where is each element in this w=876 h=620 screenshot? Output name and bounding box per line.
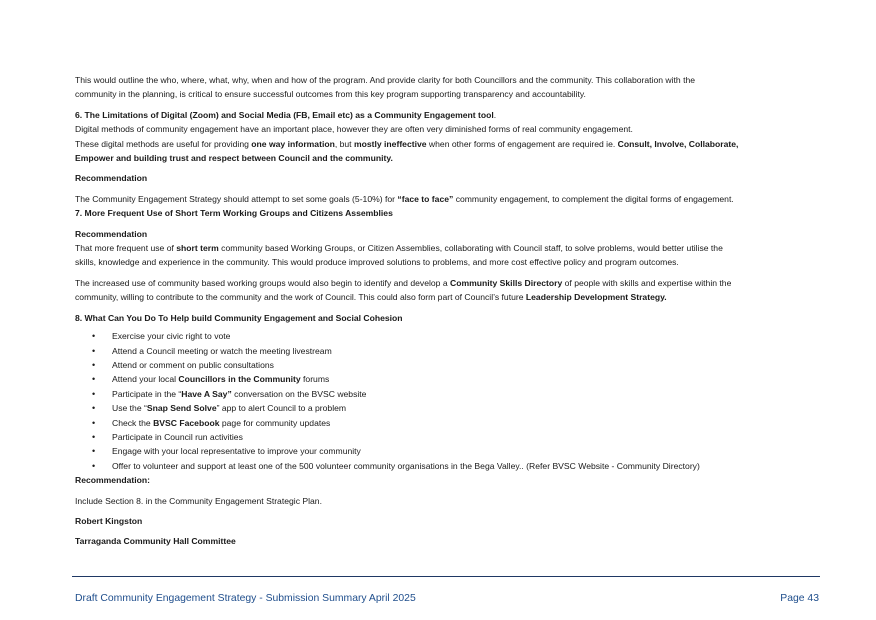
footer-divider [72,576,820,577]
section-7-rec-heading-text: Recommendation [75,228,148,239]
section-6-line-2-f: Consult, Involve, Collaborate, [617,138,739,149]
section-6-recommendation-heading [75,171,810,185]
list-item [75,387,810,401]
section-6-body [75,122,810,165]
section-6-line-2-e: when other forms of engagement are required ie. [426,138,618,149]
list-item-bold: BVSC Facebook [153,417,220,428]
section-7-p1-b: short term [176,243,219,254]
section-6-heading-end: . [493,109,497,120]
list-item-text-end: ” app to alert Council to a problem [216,403,347,414]
footer-title: Draft Community Engagement Strategy - Submission Summary April 2025 [75,593,416,604]
section-6-rec-a: The Community Engagement Strategy should attempt to set some goals (5-10%) for [75,193,398,204]
bullet-icon: • [92,460,96,471]
section-8-heading-text: 8. What Can You Do To Help build Community Engagement and Social Cohesion [75,312,403,323]
list-item [75,344,810,358]
section-6-rec-c: community engagement, to complement the digital forms of engagement. [453,193,734,204]
section-6-line-1: Digital methods of community engagement have an important place, however they are often very diminished forms of real community engagement. [75,124,633,135]
section-8-bullet-list [75,329,810,473]
bullet-icon: • [92,345,96,356]
list-item-text-end: conversation on the BVSC website [231,388,367,399]
intro-line-1: This would outline the who, where, what, why, when and how of the program. And provide clarity for both Councillors and the community. This collaboration with the [75,75,696,85]
list-item [75,416,810,430]
section-7-heading-text: 7. More Frequent Use of Short Term Working Groups and Citizens Assemblies [75,208,393,219]
section-6-heading-suffix: Community Engagement tool [374,109,494,120]
list-item-bold: Snap Send Solve [146,403,217,414]
list-item [75,358,810,372]
document-body [75,73,810,549]
list-item-text: Attend your local [112,374,179,385]
section-6-line-3: Empower and building trust and respect between Council and the community. [75,153,393,164]
section-8-rec-heading-text: Recommendation: [75,475,150,486]
section-7-p2-line-2-a: community, willing to contribute to the community and the work of Council. This could also form part of Council’s future [75,292,526,303]
intro-line-2: community in the planning, is critical to ensure successful outcomes from this key program supporting transparency and accountability. [75,89,586,100]
list-item-text: Use the “ [112,403,147,414]
section-7-p1-a: That more frequent use of [75,243,177,254]
list-item-text: Attend or comment on public consultations [112,359,274,370]
section-7-recommendation-heading [75,227,810,241]
bullet-icon: • [92,388,96,399]
section-7-p1-line-2: skills, knowledge and experience in the community. This would produce improved solutions to problems, and more cost effective policy and program outcomes. [75,257,679,268]
section-7-p2-c: of people with skills and expertise within the [562,277,732,288]
list-item-text: Exercise your civic right to vote [112,331,231,342]
list-item [75,430,810,444]
list-item-bold: Have A Say” [181,388,232,399]
section-6-heading-prefix: 6. The Limitations of Digital (Zoom) and Social Media (FB, Email etc) as a [75,109,375,120]
bullet-icon: • [92,446,96,457]
bullet-icon: • [92,431,96,442]
section-6-rec-b: “face to face” [397,193,454,204]
signoff-organisation [75,534,810,548]
list-item [75,459,810,473]
section-6-rec-heading-text: Recommendation [75,173,148,184]
list-item [75,329,810,343]
list-item-text: Attend a Council meeting or watch the meeting livestream [112,345,332,356]
section-8-heading [75,311,810,325]
section-6-line-2-c: , but [334,138,354,149]
signoff-name [75,514,810,528]
bullet-icon: • [92,374,96,385]
list-item-text-end: forums [300,374,330,385]
section-8-recommendation: Include Section 8. in the Community Engagement Strategic Plan. [75,495,322,506]
list-item [75,372,810,386]
section-7-heading [75,206,810,220]
list-item-text: Engage with your local representative to improve your community [112,446,361,457]
bullet-icon: • [92,403,96,414]
intro-paragraph [75,73,810,102]
section-6-recommendation [75,192,810,206]
list-item-text: Participate in the “ [112,388,182,399]
list-item [75,444,810,458]
bullet-icon: • [92,417,96,428]
list-item-text-end: page for community updates [219,417,331,428]
section-8-recommendation-heading [75,473,810,487]
bullet-icon: • [92,359,96,370]
page-number: Page 43 [780,593,819,604]
signoff-name-text: Robert Kingston [75,515,143,526]
list-item-text: Check the [112,417,154,428]
section-7-p2-line-2-b: Leadership Development Strategy. [525,292,667,303]
section-7-p2-b: Community Skills Directory [450,277,563,288]
section-7-p2-a: The increased use of community based working groups would also begin to identify and develop a [75,277,451,288]
section-6-line-2-d: mostly ineffective [353,138,427,149]
bullet-icon: • [92,331,96,342]
section-7-p1-c: community based Working Groups, or Citizen Assemblies, collaborating with Council staff, to solve problems, would better utilise the [218,243,723,254]
section-6-line-2-b: one way information [251,138,335,149]
list-item-text: Participate in Council run activities [112,431,243,442]
section-6-heading [75,108,810,122]
section-6-line-2-a: These digital methods are useful for providing [75,138,252,149]
list-item-text: Offer to volunteer and support at least one of the 500 volunteer community organisations in the Bega Valley.. (Refer BVSC Website - Community Directory) [112,460,700,471]
signoff-org-text: Tarraganda Community Hall Committee [75,536,236,547]
section-7-paragraph-2 [75,276,810,305]
list-item [75,401,810,415]
list-item-bold: Councillors in the Community [178,374,301,385]
section-7-paragraph-1 [75,241,810,270]
